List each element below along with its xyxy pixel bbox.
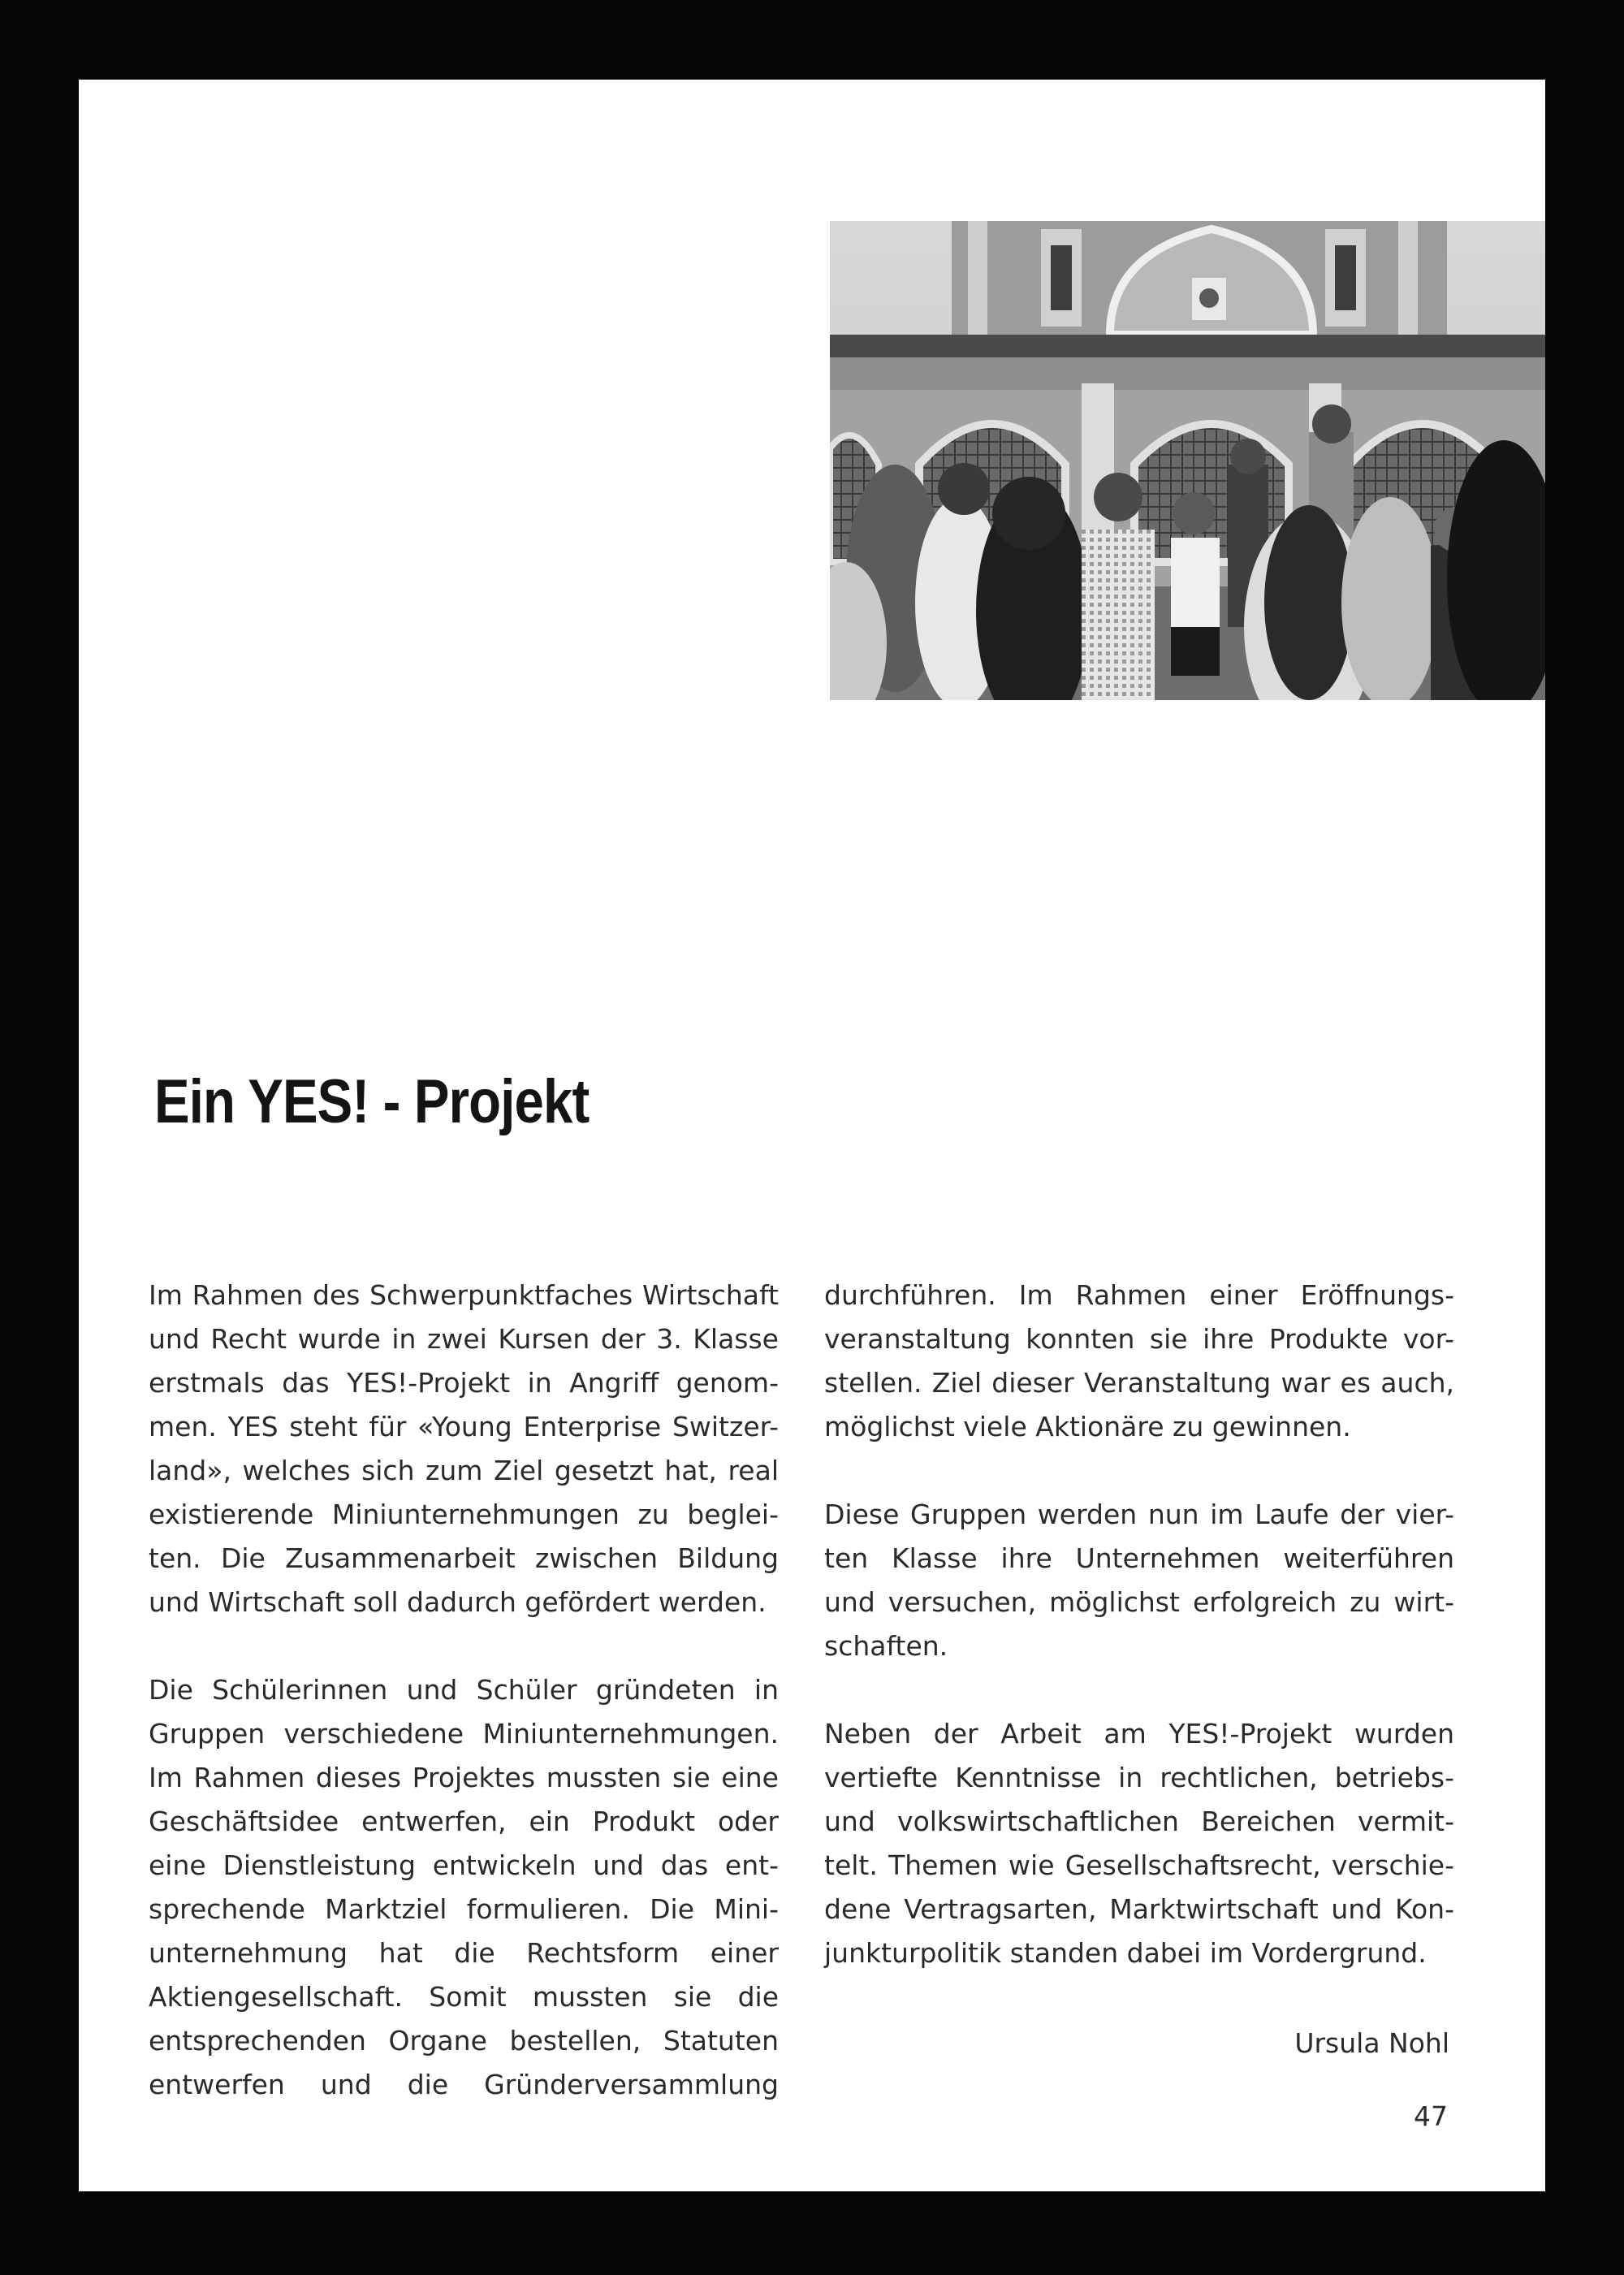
text-line: und versuchen, möglichst erfolgreich zu wirt- bbox=[824, 1586, 1454, 1618]
text-line: ten. Die Zusammenarbeit zwischen Bildung bbox=[149, 1542, 779, 1574]
text-line: schaften. bbox=[824, 1630, 948, 1662]
paragraph bbox=[149, 1668, 779, 2107]
text-line: unternehmung hat die Rechtsform einer bbox=[149, 1937, 779, 1969]
page-number: 47 bbox=[1414, 2100, 1448, 2132]
text-line: Diese Gruppen werden nun im Laufe der vier- bbox=[824, 1499, 1454, 1530]
text-line: möglichst viele Aktionäre zu gewinnen. bbox=[824, 1411, 1351, 1442]
group-photo bbox=[830, 221, 1545, 700]
text-line: stellen. Ziel dieser Veranstaltung war es auch, bbox=[824, 1367, 1454, 1399]
text-line: ten Klasse ihre Unternehmen weiterführen bbox=[824, 1542, 1454, 1574]
paragraph bbox=[824, 1712, 1454, 1975]
paragraph bbox=[824, 1493, 1454, 1668]
left-column bbox=[149, 1274, 779, 2151]
page-title: Ein YES! - Projekt bbox=[154, 1067, 590, 1136]
text-line: Gruppen verschiedene Miniunternehmungen. bbox=[149, 1718, 779, 1750]
text-line: Im Rahmen dieses Projektes mussten sie eine bbox=[149, 1762, 779, 1793]
text-line: junkturpolitik standen dabei im Vordergrund. bbox=[824, 1937, 1427, 1969]
text-line: veranstaltung konnten sie ihre Produkte vor- bbox=[824, 1323, 1454, 1355]
photo-image-icon bbox=[830, 221, 1545, 700]
paragraph bbox=[824, 1274, 1454, 1449]
text-line: entwerfen und die Gründerversammlung bbox=[149, 2069, 779, 2100]
text-line: eine Dienstleistung entwickeln und das ent- bbox=[149, 1849, 779, 1881]
text-line: und Wirtschaft soll dadurch gefördert werden. bbox=[149, 1586, 767, 1618]
text-line: land», welches sich zum Ziel gesetzt hat, real bbox=[149, 1455, 779, 1486]
text-line: existierende Miniunternehmungen zu beglei- bbox=[149, 1499, 779, 1530]
text-line: erstmals das YES!-Projekt in Angriff genom- bbox=[149, 1367, 779, 1399]
text-line: dene Vertragsarten, Marktwirtschaft und Kon- bbox=[824, 1893, 1454, 1925]
document-page bbox=[79, 80, 1545, 2191]
text-line: Im Rahmen des Schwerpunktfaches Wirtschaft bbox=[149, 1279, 779, 1311]
text-line: Geschäftsidee entwerfen, ein Produkt oder bbox=[149, 1806, 779, 1837]
text-line: men. YES steht für «Young Enterprise Switzer- bbox=[149, 1411, 779, 1442]
text-line: sprechende Marktziel formulieren. Die Mini- bbox=[149, 1893, 779, 1925]
text-line: vertiefte Kenntnisse in rechtlichen, betriebs- bbox=[824, 1762, 1454, 1793]
text-line: telt. Themen wie Gesellschaftsrecht, verschie- bbox=[824, 1849, 1454, 1881]
text-line: und volkswirtschaftlichen Bereichen vermit- bbox=[824, 1806, 1454, 1837]
text-line: Neben der Arbeit am YES!-Projekt wurden bbox=[824, 1718, 1454, 1750]
text-line: Die Schülerinnen und Schüler gründeten in bbox=[149, 1674, 779, 1706]
paragraph bbox=[149, 1274, 779, 1624]
text-line: Aktiengesellschaft. Somit mussten sie die bbox=[149, 1981, 779, 2013]
text-line: durchführen. Im Rahmen einer Eröffnungs- bbox=[824, 1279, 1454, 1311]
right-column bbox=[824, 1274, 1454, 2019]
text-line: entsprechenden Organe bestellen, Statuten bbox=[149, 2025, 779, 2057]
author-signature: Ursula Nohl bbox=[1294, 2027, 1449, 2059]
text-line: und Recht wurde in zwei Kursen der 3. Klasse bbox=[149, 1323, 779, 1355]
